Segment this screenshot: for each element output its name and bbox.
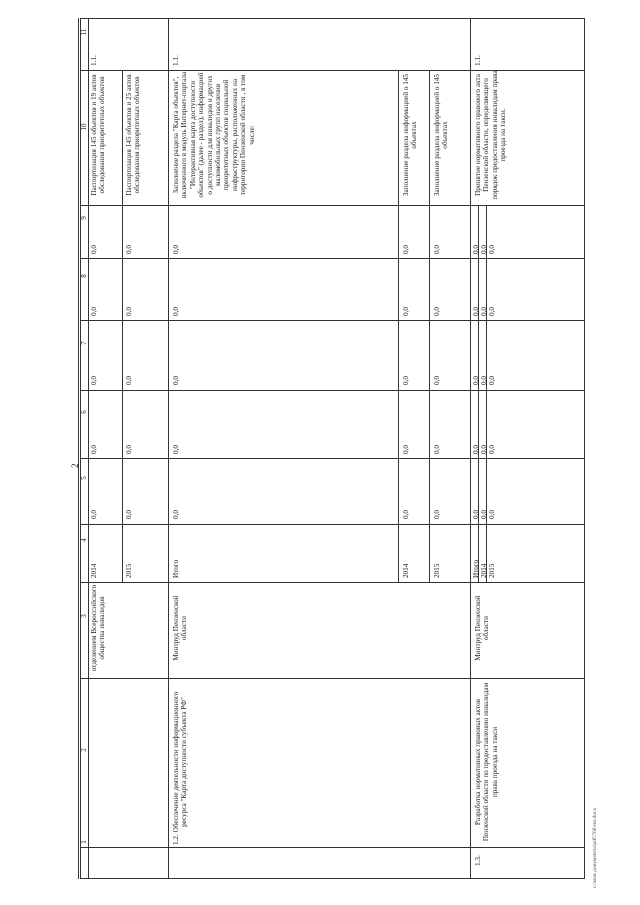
r0-v8: 0,0 [90,307,98,316]
header-band-line [78,18,79,879]
col-line-5-6 [80,458,585,459]
r2-num: 1.3. [474,855,482,866]
r0-result-2015: Паспортизация 145 объектов и 25 актов обследования приоритетных объектов [125,74,142,196]
r1-2014-v8: 0,0 [402,307,410,316]
col-line-10-11 [80,70,585,71]
col-line-3-4 [80,582,585,583]
table-frame [80,18,585,879]
r1-2015-v6: 0,0 [433,445,441,454]
col-line-2-3 [80,678,585,679]
col-line-8-9 [80,258,585,259]
r1-executor: Минтруд Пензенской области [172,595,189,661]
r2-2014-v7: 0,0 [480,376,488,385]
r1-2015-v7: 0,0 [433,376,441,385]
col-line-1-2 [80,847,585,848]
r0-year-2015: 2015 [125,563,133,578]
r1-2015-v5: 0,0 [433,510,441,519]
r1-2014-v7: 0,0 [402,376,410,385]
r1-2014-v6: 0,0 [402,445,410,454]
r0-v9: 0,0 [90,245,98,254]
col-line-4-5 [80,524,585,525]
r2-itogo-v9: 0,0 [472,245,480,254]
r2-subline-2 [486,205,487,582]
r2-2015-v6: 0,0 [488,445,496,454]
row-line-1 [168,18,169,879]
r1-itogo-v8: 0,0 [172,307,180,316]
r1-year-2015: 2015 [433,563,441,578]
r0-2015-v7: 0,0 [125,376,133,385]
r0-v7: 0,0 [90,376,98,385]
r1-itogo-v9: 0,0 [172,245,180,254]
r0-ref: 1.1. [90,55,98,66]
r2-itogo-v7: 0,0 [472,376,480,385]
r2-2014-v5: 0,0 [480,510,488,519]
r2-2014-v6: 0,0 [480,445,488,454]
r2-2014-v8: 0,0 [480,307,488,316]
col-header-4: 4 [80,538,88,542]
row-line-2 [470,18,471,879]
r2-itogo: Итого [472,559,480,578]
r0-year-2014: 2014 [90,563,98,578]
col-header-3: 3 [80,614,88,618]
r0-2015-v6: 0,0 [125,445,133,454]
col-header-9: 9 [80,216,88,220]
col-line-7-8 [80,320,585,321]
r2-2014-v9: 0,0 [480,245,488,254]
r2-2015-v5: 0,0 [488,510,496,519]
r1-subline-2 [429,70,430,582]
page-number-text: 2 [70,463,80,468]
r1-result-2015: Заполнение раздела информацией о 145 объектах [433,73,450,197]
r2-itogo-v8: 0,0 [472,307,480,316]
col-header-5: 5 [80,476,88,480]
col-header-7: 7 [80,341,88,345]
r0-executor: отделением Всероссийского общества инвалидов [90,584,107,672]
r1-itogo-v5: 0,0 [172,510,180,519]
r0-2015-v9: 0,0 [125,245,133,254]
r2-2015-v7: 0,0 [488,376,496,385]
r1-result-main: Заполнение раздела "Карта объектов", включенного в модуль Интернет-портала "Интерактивная карта доступности объектов" (далее - раздел), информацией о доступности для инвалидов и других маломобильных групп населения приоритетных объектов социальной инфраструктуры, расположенных на территории Пензенской области , в том числе: [172,71,256,199]
r1-name: Обеспечение деятельности информационного ресурса "Карта доступности субъекта РФ" [172,691,189,833]
r0-2015-v5: 0,0 [125,510,133,519]
col-header-10: 10 [80,123,88,131]
r1-itogo: Итого [172,559,180,578]
r2-itogo-v5: 0,0 [472,510,480,519]
r0-v6: 0,0 [90,445,98,454]
r1-2014-v5: 0,0 [402,510,410,519]
r2-2015-v9: 0,0 [488,245,496,254]
footer-path: c:\мои документы\pdf\766-пп.docx [592,807,598,888]
col-header-1: 1 [80,840,88,844]
r1-year-2014: 2014 [402,563,410,578]
r2-itogo-v6: 0,0 [472,445,480,454]
r1-ref: 1.1. [172,55,180,66]
r2-year-2014: 2014 [480,563,488,578]
col-header-6: 6 [80,410,88,414]
col-line-9-10 [80,205,585,206]
r2-2015-v8: 0,0 [488,307,496,316]
r0-subline [122,70,123,582]
r1-num: 1.2. [172,834,180,845]
r1-itogo-v7: 0,0 [172,376,180,385]
col-header-11: 11 [80,28,88,36]
col-line-6-7 [80,390,585,391]
r2-name: Разработка нормативных правовых актов Пензенской области по предоставлению инвалидам права проезда на такси [474,682,499,842]
r2-ref: 1.1. [474,55,482,66]
r1-itogo-v6: 0,0 [172,445,180,454]
r1-result-2014: Заполнение раздела информацией о 145 объектах [402,73,419,197]
r1-subline-1 [398,70,399,582]
r1-2014-v9: 0,0 [402,245,410,254]
r0-result-2014: Паспортизация 145 объектов и 19 актов обследования приоритетных объектов [90,74,107,196]
r0-2015-v8: 0,0 [125,307,133,316]
r0-v5: 0,0 [90,510,98,519]
r2-executor: Минтруд Пензенской области [474,595,491,661]
r2-subline-1 [478,205,479,582]
r1-2015-v9: 0,0 [433,245,441,254]
r2-year-2015: 2015 [488,563,496,578]
col-header-2: 2 [80,748,88,752]
r2-result: Принятие нормативного правового акта Пензенской области, определяющего порядок предоставления инвалидам права проезда на такси. [474,70,508,200]
col-header-8: 8 [80,274,88,278]
r1-2015-v8: 0,0 [433,307,441,316]
